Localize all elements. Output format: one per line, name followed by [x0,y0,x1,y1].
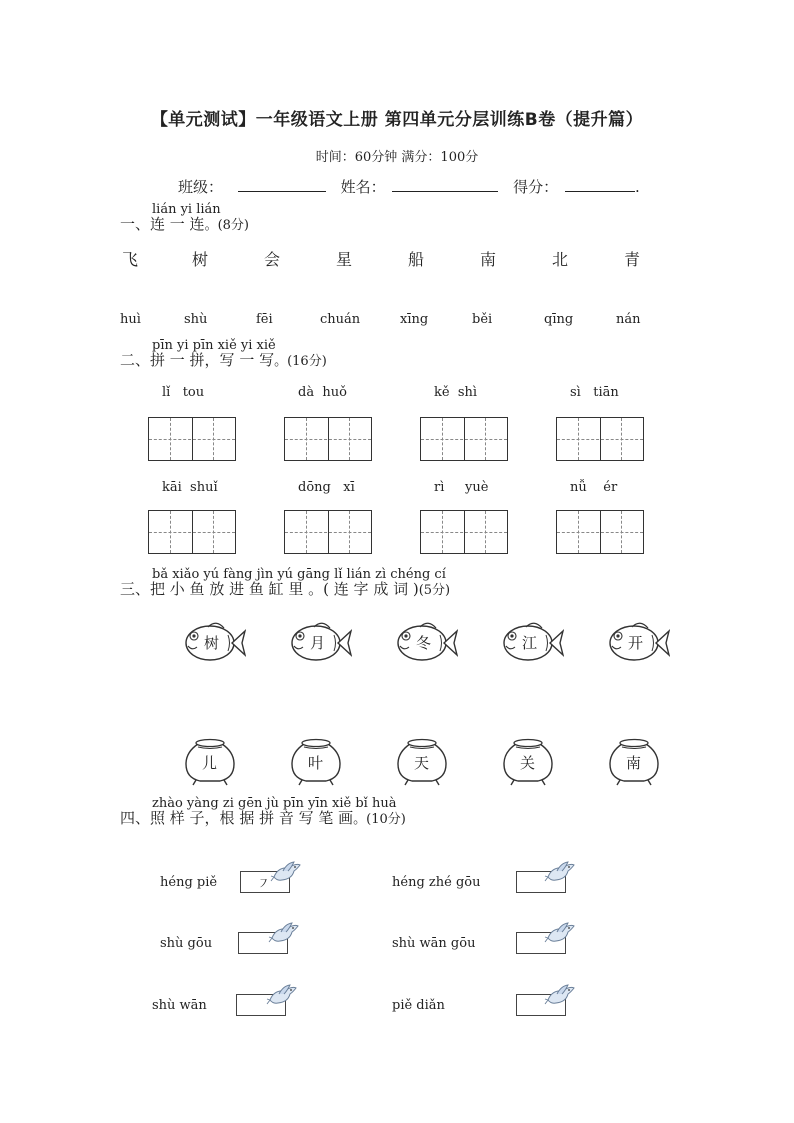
info-end: . [634,178,640,196]
grid-cell[interactable] [329,511,351,553]
grid-cell[interactable] [465,418,487,460]
match-hanzi[interactable]: 树 [192,250,209,269]
grid-pinyin: rì yuè [434,480,489,495]
sec1-text: 连 一 连 [150,215,205,233]
fishbowl-character: 天 [414,754,430,772]
sec4-num: 四、 [120,809,151,827]
match-pinyin[interactable]: chuán [320,312,361,327]
grid-cell[interactable] [601,418,623,460]
fish-character: 冬 [416,634,432,652]
fish-character: 开 [628,634,644,652]
name-field[interactable] [392,177,498,192]
writing-grid[interactable] [420,417,508,461]
writing-grid[interactable] [556,417,644,461]
sec4-score: 。(10分) [353,812,406,827]
class-field[interactable] [238,177,326,192]
writing-grid[interactable] [284,510,372,554]
grid-cell[interactable] [622,511,643,553]
fishbowl-character: 儿 [202,754,218,772]
sec2-score: 。(16分) [274,354,327,369]
stroke-pinyin-right: piě diǎn [392,998,445,1013]
sec2-ruby: pīn yi pīn xiě yi xiě [152,338,276,353]
match-hanzi[interactable]: 北 [552,250,569,269]
writing-grid[interactable] [284,417,372,461]
match-hanzi[interactable]: 船 [408,250,425,269]
match-hanzi[interactable]: 会 [264,250,281,269]
match-pinyin[interactable]: běi [472,312,493,327]
score-label: 得分： [513,178,559,196]
match-hanzi[interactable]: 南 [480,250,497,269]
sec1-ruby: lián yi lián [152,202,221,217]
grid-pinyin: kāi shuǐ [162,480,218,495]
match-hanzi[interactable]: 飞 [122,250,139,269]
match-hanzi[interactable]: 青 [624,250,641,269]
bird-icon [270,859,302,885]
grid-cell[interactable] [214,418,235,460]
grid-cell[interactable] [579,511,601,553]
grid-cell[interactable] [443,418,465,460]
stroke-pinyin-left: shù wān [152,998,207,1013]
grid-pinyin: kě shì [434,385,478,400]
sec3-num: 三、 [120,580,151,598]
match-pinyin[interactable]: qīng [544,312,574,327]
sec4-ruby: zhào yàng zi gēn jù pīn yīn xiě bǐ huà [152,796,397,811]
sec1-score: 。(8分) [204,218,249,233]
match-pinyin[interactable]: huì [120,312,141,327]
bird-icon [544,859,576,885]
grid-pinyin: dà huǒ [298,385,347,400]
fish-character: 江 [522,634,538,652]
student-info-row [178,176,640,197]
stroke-pinyin-right: shù wān gōu [392,936,476,951]
grid-cell[interactable] [465,511,487,553]
fishbowl-character: 叶 [308,754,324,772]
grid-cell[interactable] [285,418,307,460]
grid-cell[interactable] [285,511,307,553]
bird-icon [268,920,300,946]
grid-cell[interactable] [193,511,215,553]
grid-cell[interactable] [486,511,507,553]
grid-cell[interactable] [557,418,579,460]
name-label: 姓名： [340,178,386,196]
exam-meta: 时间：60分钟 满分：100分 [315,150,479,165]
sec3-score: (5分) [418,583,451,598]
sec4-heading [120,807,406,828]
bird-icon [266,982,298,1008]
grid-pinyin: dōng xī [298,480,355,495]
grid-cell[interactable] [307,511,329,553]
stroke-pinyin-left: héng piě [160,875,218,890]
fish-character: 月 [310,634,326,652]
grid-cell[interactable] [193,418,215,460]
match-pinyin[interactable]: xīng [400,312,429,327]
grid-cell[interactable] [421,418,443,460]
writing-grid[interactable] [148,417,236,461]
writing-grid[interactable] [148,510,236,554]
sec1-heading [120,213,249,234]
sec4-text: 照 样 子，根 据 拼 音 写 笔 画 [150,809,354,827]
grid-cell[interactable] [443,511,465,553]
writing-grid[interactable] [420,510,508,554]
grid-cell[interactable] [601,511,623,553]
score-field[interactable] [565,177,635,192]
grid-cell[interactable] [350,511,371,553]
grid-cell[interactable] [149,418,171,460]
match-pinyin[interactable]: shù [184,312,208,327]
grid-cell[interactable] [421,511,443,553]
grid-cell[interactable] [149,511,171,553]
stroke-pinyin-left: shù gōu [160,936,213,951]
writing-grid[interactable] [556,510,644,554]
grid-cell[interactable] [171,511,193,553]
grid-cell[interactable] [171,418,193,460]
grid-cell[interactable] [214,511,235,553]
sec2-text: 拼 一 拼，写 一 写 [150,351,275,369]
grid-cell[interactable] [350,418,371,460]
fishbowl-character: 南 [626,754,642,772]
bird-icon [544,982,576,1008]
match-pinyin[interactable]: nán [616,312,641,327]
sec3-text: 把 小 鱼 放 进 鱼 缸 里 。( 连 字 成 词 ) [150,580,419,598]
class-label: 班级： [178,178,224,196]
sec1-num: 一、 [120,215,151,233]
sec2-heading [120,349,327,370]
grid-cell[interactable] [486,418,507,460]
example-stroke: ㇇ [257,877,271,892]
sec2-num: 二、 [120,351,151,369]
grid-pinyin: nǚ ér [570,480,618,495]
page-title: 【单元测试】一年级语文上册 第四单元分层训练B卷（提升篇） [150,110,644,130]
grid-cell[interactable] [307,418,329,460]
bird-icon [544,920,576,946]
fish-character: 树 [204,634,220,652]
sec3-ruby: bǎ xiǎo yú fàng jìn yú gāng lǐ lián zì chéng cí [152,567,446,582]
grid-pinyin: lǐ tou [162,385,205,400]
grid-cell[interactable] [579,418,601,460]
grid-cell[interactable] [557,511,579,553]
match-pinyin[interactable]: fēi [256,312,273,327]
match-hanzi[interactable]: 星 [336,250,353,269]
stroke-pinyin-right: héng zhé gōu [392,875,481,890]
fishbowl-character: 关 [520,754,536,772]
grid-cell[interactable] [622,418,643,460]
sec3-heading [120,578,450,599]
grid-pinyin: sì tiān [570,385,619,400]
grid-cell[interactable] [329,418,351,460]
